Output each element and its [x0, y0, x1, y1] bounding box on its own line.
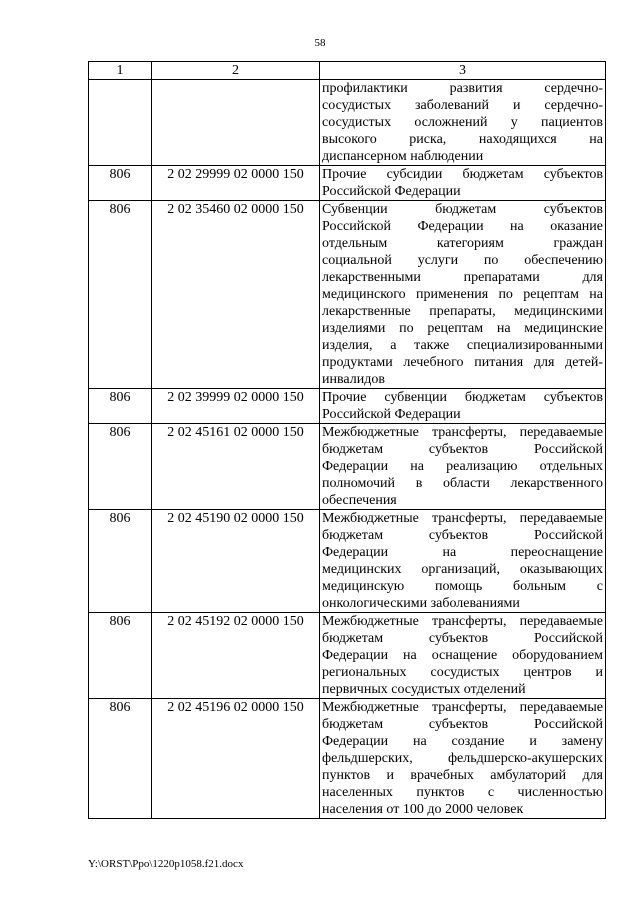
description-line: Прочие субсидии бюджетам субъектов	[322, 167, 603, 182]
column-header: 3	[320, 62, 606, 80]
description-line: бюджетам субъектов Российской	[322, 631, 603, 646]
table-row	[89, 389, 606, 424]
description-line: медицинских организаций, оказывающих	[322, 562, 603, 577]
admin-code-cell: 806	[89, 424, 152, 510]
description-line: социальной услуги по обеспечению	[322, 253, 603, 268]
description-line: Федерации на оснащение оборудованием	[322, 648, 603, 663]
description-line: региональных сосудистых центров и	[322, 665, 603, 680]
description-line: медицинского применения по рецептам на	[322, 287, 603, 302]
description-line: сосудистых заболеваний и сердечно-	[322, 98, 603, 113]
description-line: лекарственные препараты, медицинскими	[322, 304, 603, 319]
budget-classification-code-cell: 2 02 39999 02 0000 150	[152, 389, 320, 424]
description-line: полномочий в области лекарственного	[322, 476, 603, 491]
table-row	[89, 613, 606, 699]
description-line: обеспечения	[322, 493, 397, 508]
description-line: Федерации на создание и замену	[322, 734, 603, 749]
budget-classification-code-cell: 2 02 45161 02 0000 150	[152, 424, 320, 510]
file-path-footer: Y:\ORST\Ppo\1220p1058.f21.docx	[88, 858, 244, 870]
column-header: 2	[152, 62, 320, 80]
description-line: Федерации на реализацию отдельных	[322, 459, 603, 474]
description-line: профилактики развития сердечно-	[322, 81, 603, 96]
budget-classification-code-cell: 2 02 29999 02 0000 150	[152, 166, 320, 201]
admin-code-cell: 806	[89, 613, 152, 699]
admin-code-cell	[89, 80, 152, 166]
description-line: Российской Федерации	[322, 407, 461, 422]
description-line: сосудистых осложнений у пациентов	[322, 115, 603, 130]
revenue-description-cell	[320, 389, 606, 424]
description-line: Межбюджетные трансферты, передаваемые	[322, 511, 603, 526]
table-header-row	[89, 62, 606, 80]
description-line: первичных сосудистых отделений	[322, 682, 526, 697]
description-line: онкологическими заболеваниями	[322, 596, 520, 611]
description-line: продуктами лечебного питания для детей-	[322, 355, 603, 370]
admin-code-cell: 806	[89, 510, 152, 613]
description-line: Межбюджетные трансферты, передаваемые	[322, 700, 603, 715]
revenue-description-cell	[320, 510, 606, 613]
description-line: Федерации на переоснащение	[322, 545, 603, 560]
description-line: фельдшерских, фельдшерско-акушерских	[322, 751, 603, 766]
budget-classification-code-cell: 2 02 45192 02 0000 150	[152, 613, 320, 699]
description-line: отдельным категориям граждан	[322, 236, 603, 251]
description-line: медицинскую помощь больным с	[322, 579, 603, 594]
description-line: населенных пунктов с численностью	[322, 785, 603, 800]
table-row	[89, 424, 606, 510]
description-line: изделиями по рецептам на медицинские	[322, 321, 603, 336]
description-line: бюджетам субъектов Российской	[322, 717, 603, 732]
budget-table	[88, 61, 606, 819]
table-row	[89, 166, 606, 201]
revenue-description-cell	[320, 80, 606, 166]
table-row	[89, 510, 606, 613]
description-line: инвалидов	[322, 372, 385, 387]
description-line: Российской Федерации	[322, 184, 461, 199]
budget-classification-code-cell: 2 02 45190 02 0000 150	[152, 510, 320, 613]
budget-classification-code-cell: 2 02 35460 02 0000 150	[152, 201, 320, 389]
description-line: Прочие субвенции бюджетам субъектов	[322, 390, 603, 405]
description-line: бюджетам субъектов Российской	[322, 528, 603, 543]
revenue-description-cell	[320, 613, 606, 699]
budget-classification-code-cell: 2 02 45196 02 0000 150	[152, 699, 320, 819]
description-line: бюджетам субъектов Российской	[322, 442, 603, 457]
column-header: 1	[89, 62, 152, 80]
admin-code-cell: 806	[89, 389, 152, 424]
budget-classification-code-cell	[152, 80, 320, 166]
description-line: высокого риска, находящихся на	[322, 132, 603, 147]
revenue-description-cell	[320, 424, 606, 510]
description-line: Межбюджетные трансферты, передаваемые	[322, 614, 603, 629]
table-row	[89, 201, 606, 389]
page-number: 58	[314, 37, 326, 49]
revenue-description-cell	[320, 699, 606, 819]
revenue-description-cell	[320, 166, 606, 201]
description-line: Межбюджетные трансферты, передаваемые	[322, 425, 603, 440]
table-row	[89, 699, 606, 819]
admin-code-cell: 806	[89, 201, 152, 389]
admin-code-cell: 806	[89, 699, 152, 819]
revenue-description-cell	[320, 201, 606, 389]
admin-code-cell: 806	[89, 166, 152, 201]
description-line: изделия, а также специализированными	[322, 338, 603, 353]
description-line: пунктов и врачебных амбулаторий для	[322, 768, 603, 783]
description-line: Российской Федерации на оказание	[322, 219, 603, 234]
description-line: населения от 100 до 2000 человек	[322, 802, 524, 817]
description-line: диспансерном наблюдении	[322, 149, 484, 164]
description-line: Субвенции бюджетам субъектов	[322, 202, 603, 217]
table-row	[89, 80, 606, 166]
description-line: лекарственными препаратами для	[322, 270, 603, 285]
